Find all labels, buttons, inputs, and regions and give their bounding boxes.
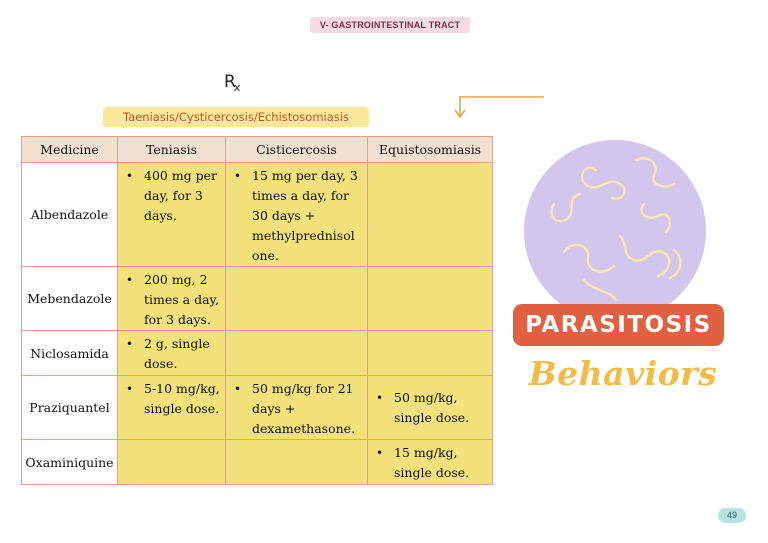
- list-item: [226, 376, 367, 439]
- list-item: [118, 331, 225, 374]
- teniasis-cell: [118, 440, 226, 485]
- teniasis-cell: [118, 267, 226, 331]
- cisticercosis-cell: [226, 376, 368, 440]
- medicine-name: Niclosamida: [22, 331, 118, 376]
- rx-symbol: [224, 72, 240, 94]
- cisticercosis-cell: [226, 440, 368, 485]
- table-header-row: [22, 137, 493, 163]
- table-row: [22, 440, 493, 485]
- bullet-icon: •: [126, 382, 134, 396]
- list-item: [368, 376, 492, 428]
- equistosomiasis-cell: [368, 376, 493, 440]
- rx-sub: x: [233, 81, 241, 94]
- list-item: [118, 267, 225, 330]
- bullet-icon: •: [126, 169, 134, 183]
- dosage-text: 15 mg per day, 3 times a day, for 30 days + methylprednisol one.: [252, 168, 358, 263]
- brand-subtitle: Behaviors: [528, 354, 718, 393]
- medicine-table: [21, 136, 493, 485]
- cisticercosis-cell: [226, 331, 368, 376]
- dosage-text: 400 mg per day, for 3 days.: [144, 168, 218, 223]
- table-row: [22, 331, 493, 376]
- bullet-icon: •: [234, 169, 242, 183]
- column-header-teniasis: Teniasis: [118, 137, 226, 163]
- bullet-icon: •: [376, 391, 384, 405]
- brand-title-badge: PARASITOSIS: [513, 304, 724, 346]
- teniasis-cell: [118, 376, 226, 440]
- equistosomiasis-cell: [368, 267, 493, 331]
- bullet-icon: •: [126, 273, 134, 287]
- column-header-medicine: Medicine: [22, 137, 118, 163]
- equistosomiasis-cell: [368, 331, 493, 376]
- dosage-text: 50 mg/kg for 21 days + dexamethasone.: [252, 381, 356, 436]
- bullet-icon: •: [376, 446, 384, 460]
- medicine-name: Praziquantel: [22, 376, 118, 440]
- bullet-icon: •: [126, 337, 134, 351]
- table-row: [22, 267, 493, 331]
- equistosomiasis-cell: [368, 440, 493, 485]
- equistosomiasis-cell: [368, 163, 493, 267]
- column-header-cisticercosis: Cisticercosis: [226, 137, 368, 163]
- rx-main: R: [224, 72, 236, 92]
- section-header-tag: V- GASTROINTESTINAL TRACT: [310, 17, 470, 33]
- list-item: [368, 440, 492, 483]
- column-header-equistosomiasis: Equistosomiasis: [368, 137, 493, 163]
- dosage-text: 15 mg/kg, single dose.: [394, 445, 470, 480]
- medicine-name: Mebendazole: [22, 267, 118, 331]
- medicine-name: Albendazole: [22, 163, 118, 267]
- bullet-icon: •: [234, 382, 242, 396]
- table-title: Taeniasis/Cysticercosis/Echistosomiasis: [103, 107, 369, 127]
- list-item: [118, 376, 225, 419]
- cisticercosis-cell: [226, 163, 368, 267]
- parasite-illustration: [524, 140, 706, 322]
- table-row: [22, 376, 493, 440]
- dosage-text: 5-10 mg/kg, single dose.: [144, 381, 220, 416]
- table-row: [22, 163, 493, 267]
- list-item: [226, 163, 367, 266]
- down-arrow-icon: [452, 92, 548, 122]
- cisticercosis-cell: [226, 267, 368, 331]
- teniasis-cell: [118, 331, 226, 376]
- parasite-worms-icon: [524, 140, 706, 322]
- teniasis-cell: [118, 163, 226, 267]
- dosage-text: 200 mg, 2 times a day, for 3 days.: [144, 272, 219, 327]
- page-number: 49: [718, 508, 746, 523]
- medicine-name: Oxaminiquine: [22, 440, 118, 485]
- list-item: [118, 163, 225, 226]
- dosage-text: 50 mg/kg, single dose.: [394, 390, 470, 425]
- dosage-text: 2 g, single dose.: [144, 336, 210, 371]
